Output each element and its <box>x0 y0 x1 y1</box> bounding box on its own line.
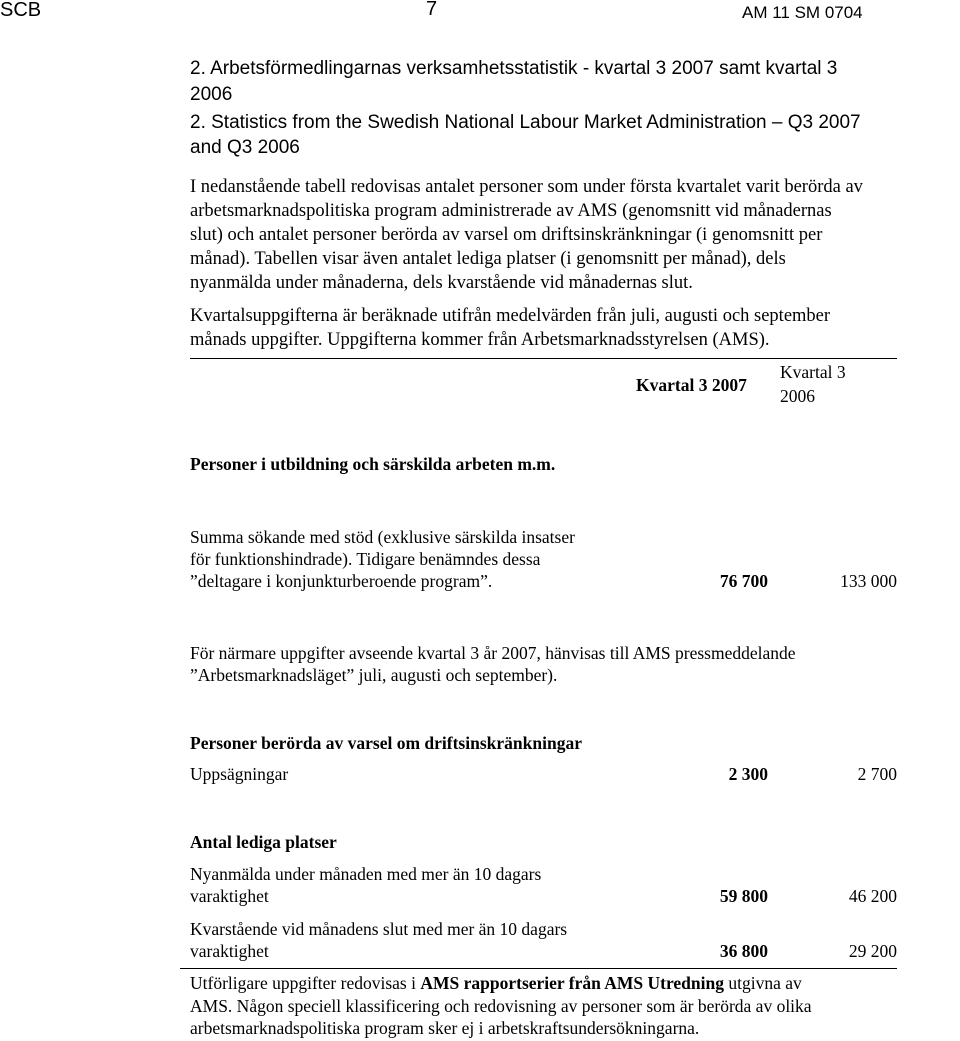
value-q3-2007: 36 800 <box>719 941 768 961</box>
row-label-line: varaktighet <box>190 941 269 961</box>
header-left: SCB <box>0 0 42 21</box>
value-q3-2007: 2 300 <box>728 764 768 784</box>
footer-line-3: arbetsmarknadspolitiska program sker ej i arbetskraftsundersökningarna. <box>190 1018 700 1038</box>
footer-text: utgivna av <box>724 973 802 993</box>
footnote-line: För närmare uppgifter avseende kvartal 3 år 2007, hänvisas till AMS pressmeddelande <box>190 643 796 663</box>
section-title-en-line2: and Q3 2006 <box>190 137 300 158</box>
note-line-1: Kvartalsuppgifterna är beräknade utifrån medelvärden från juli, augusti och september <box>190 306 831 326</box>
row-label-line: ”deltagare i konjunkturberoende program”. <box>190 571 493 591</box>
note-line-2: månads uppgifter. Uppgifterna kommer från Arbetsmarknadsstyrelsen (AMS). <box>190 330 770 350</box>
value-q3-2006: 133 000 <box>840 571 897 591</box>
row-label-line: Nyanmälda under månaden med mer än 10 dagars <box>190 864 542 884</box>
footer-report-series: AMS rapportserier från AMS Utredning <box>420 973 724 993</box>
header-right: AM 11 SM 0704 <box>742 3 863 22</box>
value-q3-2006: 2 700 <box>857 764 897 784</box>
row-label-line: för funktionshindrade). Tidigare benämndes dessa <box>190 549 541 569</box>
col-header-q3-2007: Kvartal 3 2007 <box>636 375 747 395</box>
row-label-line: Summa sökande med stöd (exklusive särskilda insatser <box>190 527 575 547</box>
table-top-rule <box>190 358 897 359</box>
footer-line-1 <box>190 973 802 994</box>
section-heading-vacancies: Antal lediga platser <box>190 832 337 852</box>
footer-line-2: AMS. Någon speciell klassificering och redovisning av personer som är berörda av olika <box>190 996 812 1016</box>
section-title-en-line1: 2. Statistics from the Swedish National Labour Market Administration – Q3 2007 <box>190 112 861 133</box>
value-q3-2006: 46 200 <box>848 886 897 906</box>
footnote-line: ”Arbetsmarknadsläget” juli, augusti och september). <box>190 665 558 685</box>
row-label-line: Kvarstående vid månadens slut med mer än 10 dagars <box>190 919 568 939</box>
row-label-line: Uppsägningar <box>190 764 289 784</box>
value-q3-2007: 76 700 <box>719 571 768 591</box>
col-header-q3-2006-line1: Kvartal 3 <box>780 362 846 382</box>
col-header-q3-2006-line2: 2006 <box>780 386 815 406</box>
row-label-line: varaktighet <box>190 886 269 906</box>
footer-text: Utförligare uppgifter redovisas i <box>190 973 421 993</box>
table-bottom-rule <box>180 968 897 969</box>
intro-line-5: nyanmälda under månaderna, dels kvarstående vid månadernas slut. <box>190 273 693 293</box>
intro-line-1: I nedanstående tabell redovisas antalet personer som under första kvartalet varit berörda av <box>190 177 863 197</box>
value-q3-2006: 29 200 <box>848 941 897 961</box>
section-title-sv-line1: 2. Arbetsförmedlingarnas verksamhetsstatistik - kvartal 3 2007 samt kvartal 3 <box>190 58 838 79</box>
intro-line-4: månad). Tabellen visar även antalet lediga platser (i genomsnitt per månad), dels <box>190 249 786 269</box>
section-title-sv-line2: 2006 <box>190 84 233 105</box>
section-heading-training: Personer i utbildning och särskilda arbeten m.m. <box>190 454 556 474</box>
value-q3-2007: 59 800 <box>719 886 768 906</box>
page-number: 7 <box>426 0 438 20</box>
intro-line-3: slut) och antalet personer berörda av varsel om driftsinskränkningar (i genomsnitt per <box>190 225 823 245</box>
intro-line-2: arbetsmarknadspolitiska program administrerade av AMS (genomsnitt vid månadernas <box>190 201 832 221</box>
section-heading-layoffs: Personer berörda av varsel om driftsinskränkningar <box>190 733 582 753</box>
